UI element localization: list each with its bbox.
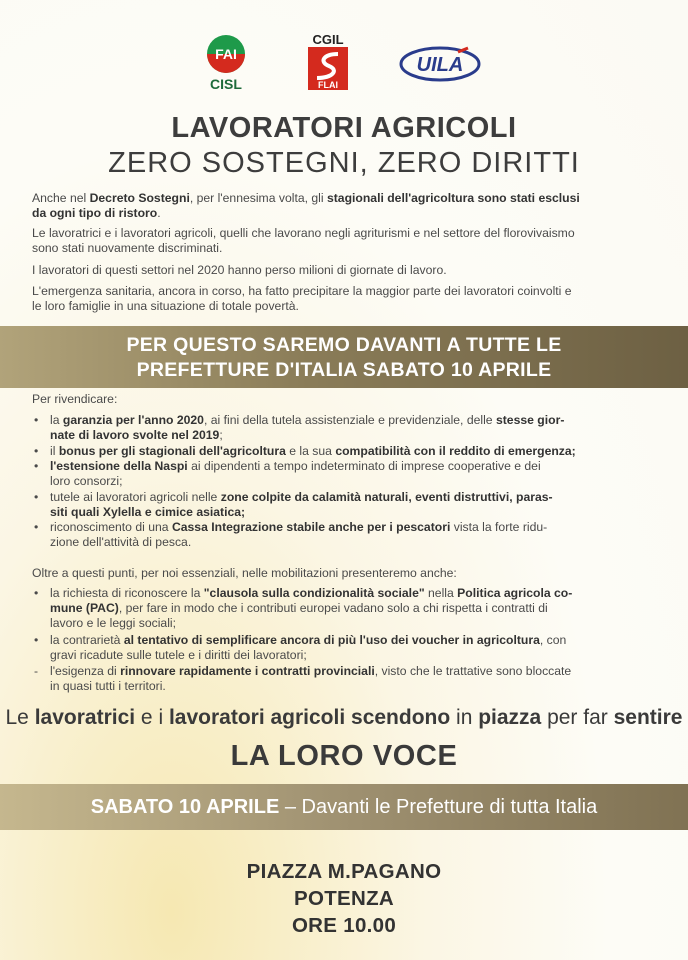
- cgil-flai-logo: [303, 32, 353, 92]
- demand-text: il bonus per gli stagionali dell'agricoltura e la sua compatibilità con il reddito di emergenza;: [50, 444, 576, 458]
- extra-item: [34, 633, 658, 663]
- protest-banner: [0, 326, 688, 388]
- intro-paragraph-4: L'emergenza sanitaria, ancora in corso, ha fatto precipitare la maggior parte dei lavoratori coinvolti e le loro famiglie in una situazione di totale povertà.: [32, 284, 572, 313]
- extra-text: la contrarietà al tentativo di semplificare ancora di più l'uso dei voucher in agricoltura, con gravi ricadute sulle tutele e i diritti dei lavoratori;: [50, 633, 567, 662]
- location-time: ORE 10.00: [291, 914, 397, 937]
- extra-item: [34, 664, 658, 694]
- la-loro-voce-heading: LA LORO VOCE: [230, 740, 458, 772]
- demands-list: [32, 413, 658, 553]
- title-line-1: LAVORATORI AGRICOLI: [171, 112, 517, 144]
- intro-paragraph-2: Le lavoratrici e i lavoratori agricoli, quelli che lavorano negli agriturismi e nel settore del florovivaismo sono stati nuovamente discriminati.: [32, 226, 575, 255]
- demand-item: [34, 490, 658, 520]
- banner-line-2: PREFETTURE D'ITALIA SABATO 10 APRILE: [136, 359, 552, 381]
- bullet-icon: •: [34, 520, 39, 534]
- demand-text: la garanzia per l'anno 2020, ai fini della tutela assistenziale e previdenziale, delle stesse gior- nate di lavoro svolte nel 2019;: [50, 413, 565, 442]
- dash-icon: -: [34, 664, 39, 678]
- date-banner-text: – Davanti le Prefetture di tutta Italia: [279, 796, 598, 818]
- slogan: Le lavoratrici e i lavoratori agricoli scendono in piazza per far sentire: [5, 706, 683, 729]
- fai-cisl-logo: [200, 34, 252, 92]
- date-banner-date: SABATO 10 APRILE: [90, 796, 280, 818]
- demand-item: [34, 520, 658, 550]
- location-city: POTENZA: [293, 887, 395, 910]
- demands-heading: Per rivendicare:: [32, 392, 118, 406]
- cisl-logo-text: CISL: [210, 76, 242, 92]
- extra-item: [34, 586, 658, 631]
- intro-paragraph-1: Anche nel Decreto Sostegni, per l'ennesima volta, gli stagionali dell'agricoltura sono stati esclusi da ogni tipo di ristoro.: [32, 191, 580, 220]
- banner-line-1: PER QUESTO SAREMO DAVANTI A TUTTE LE: [126, 334, 562, 356]
- location-square: PIAZZA M.PAGANO: [246, 860, 442, 883]
- uila-logo: [398, 44, 482, 84]
- intro-paragraph-3: I lavoratori di questi settori nel 2020 hanno perso milioni di giornate di lavoro.: [32, 263, 447, 277]
- flai-logo-text: FLAI: [318, 80, 338, 90]
- extra-heading: Oltre a questi punti, per noi essenziali, nelle mobilitazioni presenteremo anche:: [32, 566, 457, 580]
- demand-text: riconoscimento di una Cassa Integrazione stabile anche per i pescatori vista la forte ridu- zione dell'attività di pesca.: [50, 520, 548, 549]
- fai-logo-text: FAI: [215, 46, 237, 62]
- date-banner: [0, 784, 688, 830]
- extra-text: la richiesta di riconoscere la "clausola sulla condizionalità sociale" nella Politica agricola co- mune (PAC), per fare in modo che i contributi europei vadano solo a chi rispetta i contratti di lavoro e le leggi sociali;: [50, 586, 573, 630]
- demand-item: [34, 413, 658, 443]
- bullet-icon: •: [34, 633, 39, 647]
- logo-row: [0, 32, 688, 94]
- demand-item: [34, 459, 658, 489]
- demand-item: [34, 444, 658, 459]
- uila-logo-text: UILA: [416, 54, 464, 76]
- extra-text: l'esigenza di rinnovare rapidamente i contratti provinciali, visto che le trattative sono bloccate in quasi tutti i territori.: [50, 664, 572, 693]
- title-line-2: ZERO SOSTEGNI, ZERO DIRITTI: [108, 147, 580, 179]
- demand-text: l'estensione della Naspi ai dipendenti a tempo indeterminato di imprese cooperative e dei loro consorzi;: [50, 459, 541, 488]
- extra-list: [32, 586, 658, 696]
- bullet-icon: •: [34, 413, 39, 427]
- demand-text: tutele ai lavoratori agricoli nelle zone colpite da calamità naturali, eventi distruttivi, paras- siti quali Xylella e cimice asiatica;: [50, 490, 553, 519]
- bullet-icon: •: [34, 444, 39, 458]
- bullet-icon: •: [34, 586, 39, 600]
- bullet-icon: •: [34, 459, 39, 473]
- cgil-logo-text: CGIL: [312, 32, 344, 47]
- bullet-icon: •: [34, 490, 39, 504]
